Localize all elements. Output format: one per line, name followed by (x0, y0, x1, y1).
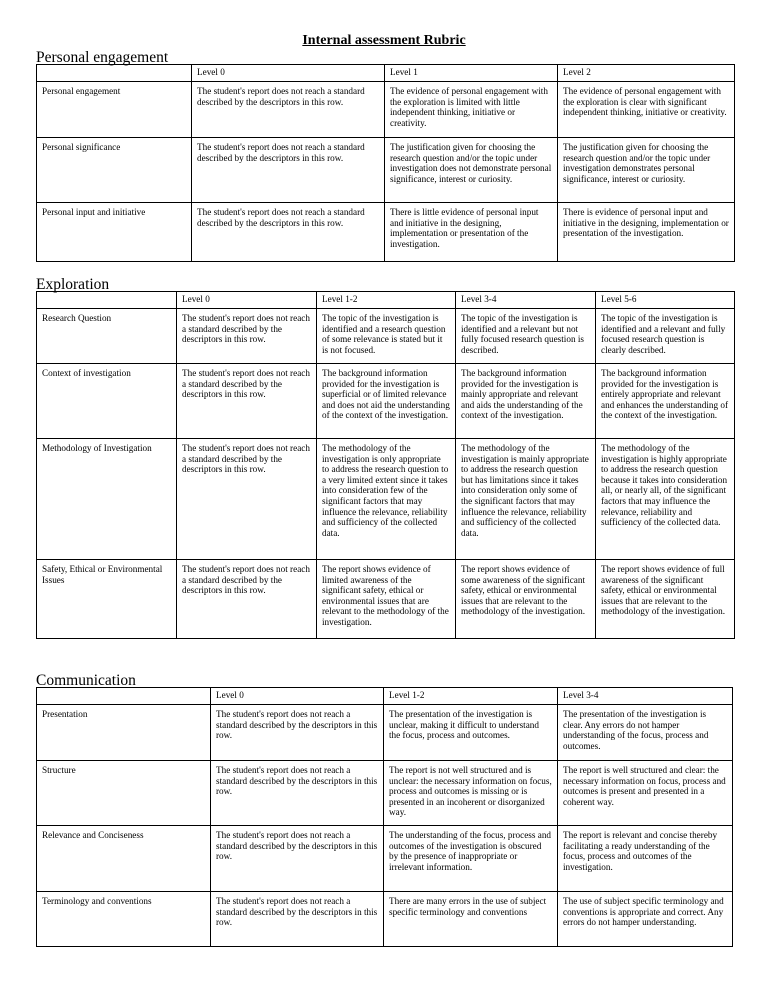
table-header-row (37, 65, 735, 82)
header-level: Level 1 (385, 65, 558, 82)
descriptor-cell: The evidence of personal engagement with the exploration is clear with significant independent thinking, initiative or creativity. (558, 82, 735, 138)
descriptor-cell: There is little evidence of personal input and initiative in the designing, implementation or presentation of the investigation. (385, 203, 558, 262)
descriptor-cell: The student's report does not reach a standard described by the descriptors in this row. (177, 560, 317, 639)
descriptor-cell: The presentation of the investigation is clear. Any errors do not hamper understanding of the focus, process and outcomes. (558, 705, 733, 761)
personal-engagement-table (36, 64, 735, 262)
descriptor-cell: The student's report does not reach a standard described by the descriptors in this row. (177, 309, 317, 364)
header-level: Level 2 (558, 65, 735, 82)
descriptor-cell: The report shows evidence of limited awareness of the significant safety, ethical or environmental issues that are relevant to the methodology of the investigation. (317, 560, 456, 639)
document-title: Internal assessment Rubric (302, 33, 466, 48)
criterion-cell: Personal engagement (37, 82, 192, 138)
section-heading-communication: Communication (36, 672, 136, 689)
descriptor-cell: The understanding of the focus, process and outcomes of the investigation is obscured by the presence of inappropriate or irrelevant information. (384, 826, 558, 892)
descriptor-cell: The student's report does not reach a standard described by the descriptors in this row. (211, 892, 384, 947)
descriptor-cell: The use of subject specific terminology and conventions is appropriate and correct. Any errors do not hamper understanding. (558, 892, 733, 947)
descriptor-cell: The report is well structured and clear: the necessary information on focus, process and outcomes is present and presented in a coherent way. (558, 761, 733, 826)
table-row (37, 705, 733, 761)
criterion-cell: Presentation (37, 705, 211, 761)
descriptor-cell: The methodology of the investigation is mainly appropriate to address the research question but has limitations since it takes into consideration only some of the significant factors that may influence the relevance, reliability and sufficiency of the collected data. (456, 439, 596, 560)
descriptor-cell: The justification given for choosing the research question and/or the topic under investigation demonstrates personal significance, interest or curiosity. (558, 138, 735, 203)
descriptor-cell: The student's report does not reach a standard described by the descriptors in this row. (192, 138, 385, 203)
header-criterion (37, 292, 177, 309)
section-heading-personal-engagement: Personal engagement (36, 49, 169, 66)
descriptor-cell: The student's report does not reach a standard described by the descriptors in this row. (211, 761, 384, 826)
descriptor-cell: The methodology of the investigation is only appropriate to address the research question to a very limited extent since it takes into consideration few of the significant factors that may influence the relevance, reliability and sufficiency of the collected data. (317, 439, 456, 560)
header-criterion (37, 688, 211, 705)
descriptor-cell: The student's report does not reach a standard described by the descriptors in this row. (192, 82, 385, 138)
descriptor-cell: The background information provided for the investigation is superficial or of limited relevance and does not aid the understanding of the context of the investigation. (317, 364, 456, 439)
header-level: Level 1-2 (384, 688, 558, 705)
criterion-cell: Structure (37, 761, 211, 826)
table-header-row (37, 688, 733, 705)
descriptor-cell: The student's report does not reach a standard described by the descriptors in this row. (177, 364, 317, 439)
header-level: Level 5-6 (596, 292, 735, 309)
descriptor-cell: The student's report does not reach a standard described by the descriptors in this row. (177, 439, 317, 560)
criterion-cell: Terminology and conventions (37, 892, 211, 947)
descriptor-cell: The report is not well structured and is unclear: the necessary information on focus, process and outcomes is missing or is presented in an incoherent or disorganized way. (384, 761, 558, 826)
descriptor-cell: There are many errors in the use of subject specific terminology and conventions (384, 892, 558, 947)
header-level: Level 3-4 (558, 688, 733, 705)
table-row (37, 761, 733, 826)
descriptor-cell: The report is relevant and concise thereby facilitating a ready understanding of the focus, process and outcomes of the investigation. (558, 826, 733, 892)
criterion-cell: Methodology of Investigation (37, 439, 177, 560)
header-level: Level 0 (211, 688, 384, 705)
criterion-cell: Context of investigation (37, 364, 177, 439)
table-row (37, 309, 735, 364)
table-row (37, 560, 735, 639)
header-level: Level 0 (177, 292, 317, 309)
table-row (37, 892, 733, 947)
descriptor-cell: The topic of the investigation is identified and a relevant but not fully focused research question is described. (456, 309, 596, 364)
table-header-row (37, 292, 735, 309)
exploration-table (36, 291, 735, 639)
table-row (37, 439, 735, 560)
table-row (37, 364, 735, 439)
descriptor-cell: The evidence of personal engagement with the exploration is limited with little independent thinking, initiative or creativity. (385, 82, 558, 138)
table-row (37, 826, 733, 892)
descriptor-cell: The justification given for choosing the research question and/or the topic under investigation does not demonstrate personal significance, interest or curiosity. (385, 138, 558, 203)
criterion-cell: Personal input and initiative (37, 203, 192, 262)
communication-table (36, 687, 733, 947)
section-heading-exploration: Exploration (36, 276, 110, 293)
table-row (37, 138, 735, 203)
descriptor-cell: There is evidence of personal input and initiative in the designing, implementation or presentation of the investigation. (558, 203, 735, 262)
descriptor-cell: The student's report does not reach a standard described by the descriptors in this row. (211, 826, 384, 892)
criterion-cell: Relevance and Conciseness (37, 826, 211, 892)
header-level: Level 3-4 (456, 292, 596, 309)
criterion-cell: Safety, Ethical or Environmental Issues (37, 560, 177, 639)
descriptor-cell: The report shows evidence of some awareness of the significant safety, ethical or environmental issues that are relevant to the methodology of the investigation. (456, 560, 596, 639)
table-row (37, 82, 735, 138)
descriptor-cell: The student's report does not reach a standard described by the descriptors in this row. (211, 705, 384, 761)
header-level: Level 0 (192, 65, 385, 82)
descriptor-cell: The background information provided for the investigation is mainly appropriate and relevant and aids the understanding of the context of the investigation. (456, 364, 596, 439)
descriptor-cell: The topic of the investigation is identified and a relevant and fully focused research question is clearly described. (596, 309, 735, 364)
criterion-cell: Research Question (37, 309, 177, 364)
table-row (37, 203, 735, 262)
header-criterion (37, 65, 192, 82)
criterion-cell: Personal significance (37, 138, 192, 203)
header-level: Level 1-2 (317, 292, 456, 309)
descriptor-cell: The topic of the investigation is identified and a research question of some relevance is stated but it is not focused. (317, 309, 456, 364)
descriptor-cell: The methodology of the investigation is highly appropriate to address the research question because it takes into consideration all, or nearly all, of the significant factors that may influence the relevance, reliability and sufficiency of the collected data. (596, 439, 735, 560)
descriptor-cell: The report shows evidence of full awareness of the significant safety, ethical or environmental issues that are relevant to the methodology of the investigation. (596, 560, 735, 639)
descriptor-cell: The background information provided for the investigation is entirely appropriate and relevant and enhances the understanding of the context of the investigation. (596, 364, 735, 439)
descriptor-cell: The presentation of the investigation is unclear, making it difficult to understand the focus, process and outcomes. (384, 705, 558, 761)
descriptor-cell: The student's report does not reach a standard described by the descriptors in this row. (192, 203, 385, 262)
